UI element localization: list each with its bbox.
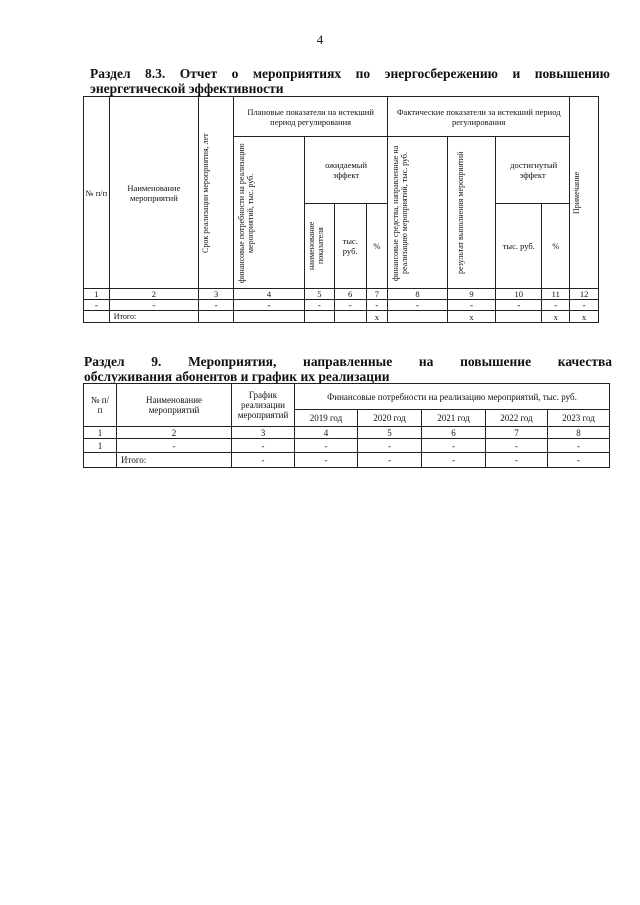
col-result-header: [447, 137, 495, 289]
col-term-label: Срок реализации мероприятия, лет: [201, 132, 211, 253]
section-9-heading: [84, 354, 612, 384]
col-number: 1: [84, 427, 117, 439]
col-number: 12: [570, 289, 599, 300]
col-num-header: № п/п: [84, 97, 110, 289]
col-num-header: № п/п: [84, 384, 117, 427]
col-fact-fin-header: [388, 137, 448, 289]
table-cell: -: [334, 300, 366, 311]
table-cell: -: [232, 453, 295, 468]
col-number: 1: [84, 289, 110, 300]
table-cell: -: [358, 453, 422, 468]
table-row: [84, 300, 599, 311]
col-note-header: [570, 97, 599, 289]
table-cell: x: [570, 311, 599, 323]
total-label: Итого:: [109, 311, 198, 323]
year-header: 2021 год: [422, 410, 486, 427]
year-header: 2023 год: [548, 410, 610, 427]
column-numbers-row: [84, 289, 599, 300]
table-cell: -: [486, 453, 548, 468]
col-fact-percent-header: %: [542, 204, 570, 289]
year-header: 2022 год: [486, 410, 548, 427]
col-number: 5: [358, 427, 422, 439]
col-indicator-label: наименование показателя: [307, 221, 326, 271]
service-quality-table: [83, 383, 610, 468]
year-header: 2019 год: [295, 410, 358, 427]
table-cell: -: [84, 300, 110, 311]
col-plan-fin-header: [234, 137, 305, 289]
col-number: 2: [117, 427, 232, 439]
table-cell: -: [366, 300, 388, 311]
table-cell: [84, 311, 110, 323]
col-number: 11: [542, 289, 570, 300]
plan-group-header: Плановые показатели на истекший период регулирования: [234, 97, 388, 137]
section-8-3-heading: [90, 66, 610, 96]
table-cell: -: [295, 439, 358, 453]
col-number: 10: [496, 289, 542, 300]
table-cell: 1: [84, 439, 117, 453]
col-number: 6: [334, 289, 366, 300]
col-schedule-header: График реализации мероприятий: [232, 384, 295, 427]
fin-group-header: Финансовые потребности на реализацию мероприятий, тыс. руб.: [295, 384, 610, 410]
section-9-heading-line2: обслуживания абонентов и график их реализации: [84, 369, 390, 384]
achieved-effect-header: достигнутый эффект: [496, 137, 570, 204]
table-cell: -: [295, 453, 358, 468]
section-8-3-heading-line2: энергетической эффективности: [90, 81, 284, 96]
table-cell: -: [232, 439, 295, 453]
table-cell: -: [388, 300, 448, 311]
col-number: 2: [109, 289, 198, 300]
energy-saving-report-table: [83, 96, 599, 323]
table-cell: [388, 311, 448, 323]
table-cell: x: [542, 311, 570, 323]
table-cell: -: [304, 300, 334, 311]
col-number: 7: [486, 427, 548, 439]
table-cell: -: [447, 300, 495, 311]
col-name-header: Наименование мероприятий: [117, 384, 232, 427]
table-cell: [334, 311, 366, 323]
table-cell: [304, 311, 334, 323]
table-row: [84, 439, 610, 453]
col-indicator-header: [304, 204, 334, 289]
col-number: 8: [548, 427, 610, 439]
table-cell: -: [542, 300, 570, 311]
table-cell: -: [109, 300, 198, 311]
col-number: 4: [295, 427, 358, 439]
table-cell: [496, 311, 542, 323]
col-number: 4: [234, 289, 305, 300]
col-number: 8: [388, 289, 448, 300]
col-plan-rub-header: тыс. руб.: [334, 204, 366, 289]
page-number: 4: [316, 32, 324, 47]
table-cell: x: [366, 311, 388, 323]
col-name-header: Наименование мероприятий: [109, 97, 198, 289]
table-cell: -: [358, 439, 422, 453]
table-cell: -: [234, 300, 305, 311]
section-8-3-heading-line1: Раздел 8.3. Отчет о мероприятиях по энергосбережению и повышению: [90, 66, 610, 81]
total-label: Итого:: [117, 453, 232, 468]
total-row: [84, 453, 610, 468]
fact-group-header: Фактические показатели за истекший период регулирования: [388, 97, 570, 137]
col-result-label: результат выполнения мероприятий: [456, 151, 466, 274]
col-term-header: [199, 97, 234, 289]
table-cell: -: [548, 439, 610, 453]
col-number: 6: [422, 427, 486, 439]
table-cell: [234, 311, 305, 323]
table-cell: -: [422, 439, 486, 453]
table-cell: -: [570, 300, 599, 311]
col-fact-rub-header: тыс. руб.: [496, 204, 542, 289]
table-cell: -: [496, 300, 542, 311]
table-cell: [84, 453, 117, 468]
year-header: 2020 год: [358, 410, 422, 427]
col-number: 3: [232, 427, 295, 439]
table-cell: -: [199, 300, 234, 311]
col-plan-percent-header: %: [366, 204, 388, 289]
col-number: 9: [447, 289, 495, 300]
table-cell: -: [422, 453, 486, 468]
table-cell: -: [117, 439, 232, 453]
col-fact-fin-label: финансовые средства, направленные на реализацию мероприятий, тыс. руб.: [390, 144, 409, 281]
col-number: 5: [304, 289, 334, 300]
column-numbers-row: [84, 427, 610, 439]
expected-effect-header: ожидаемый эффект: [304, 137, 387, 204]
table-cell: -: [486, 439, 548, 453]
col-number: 7: [366, 289, 388, 300]
table-cell: x: [447, 311, 495, 323]
col-plan-fin-label: финансовые потребности на реализацию мероприятий, тыс. руб.: [236, 142, 255, 283]
table-cell: [199, 311, 234, 323]
col-note-label: Примечание: [572, 171, 582, 214]
col-number: 3: [199, 289, 234, 300]
section-9-heading-line1: Раздел 9. Мероприятия, направленные на повышение качества: [84, 354, 612, 369]
table-cell: -: [548, 453, 610, 468]
total-row: [84, 311, 599, 323]
